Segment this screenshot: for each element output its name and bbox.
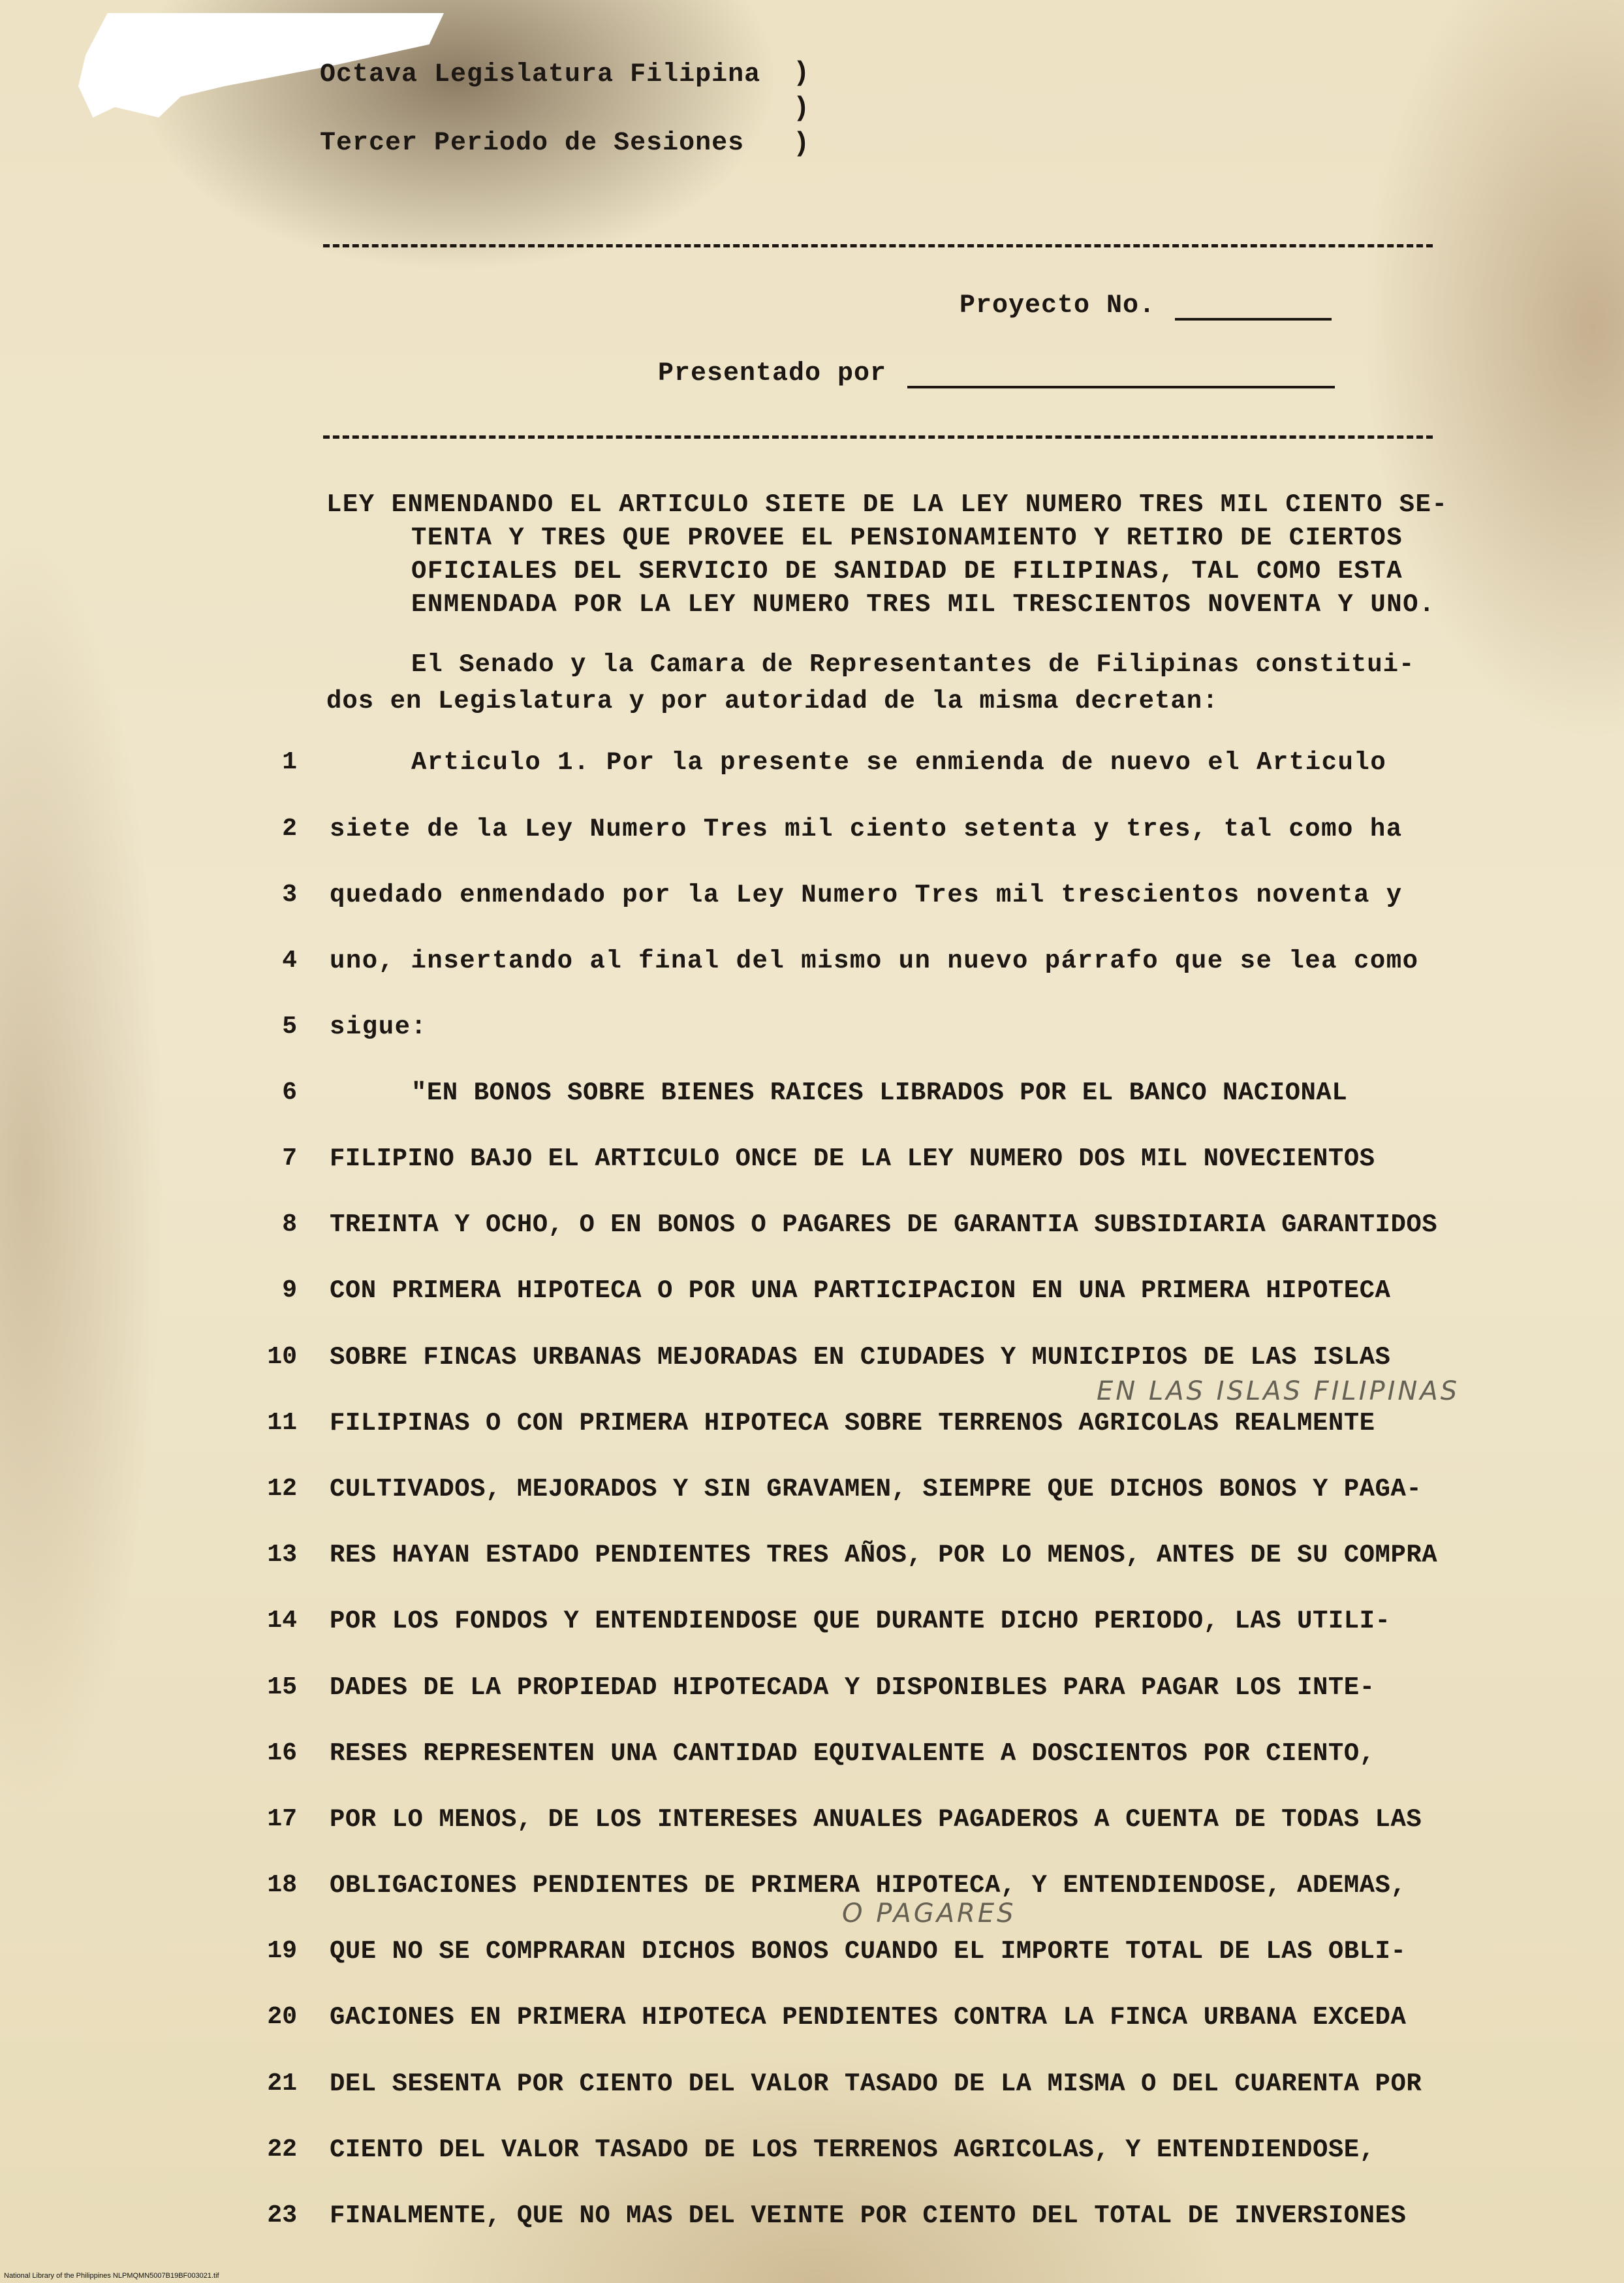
line-number: 6 [282, 1079, 297, 1107]
line-number: 18 [267, 1871, 297, 1899]
title-line: ENMENDADA POR LA LEY NUMERO TRES MIL TRESCIENTOS NOVENTA Y UNO. [411, 590, 1435, 619]
legislature-heading: Octava Legislatura Filipina [320, 60, 761, 89]
line-number: 3 [282, 881, 297, 909]
line-text: DEL SESENTA POR CIENTO DEL VALOR TASADO DE LA MISMA O DEL CUARENTA POR [330, 2070, 1422, 2098]
enacting-line: El Senado y la Camara de Representantes de Filipinas constitui- [411, 650, 1415, 679]
list-item [0, 1409, 1624, 1448]
list-item [0, 748, 1624, 787]
line-number: 7 [282, 1144, 297, 1173]
list-item [0, 1144, 1624, 1184]
list-item [0, 1937, 1624, 1976]
list-item [0, 1607, 1624, 1646]
line-number: 13 [267, 1541, 297, 1569]
line-text: CON PRIMERA HIPOTECA O POR UNA PARTICIPACION EN UNA PRIMERA HIPOTECA [330, 1276, 1391, 1305]
enacting-line: dos en Legislatura y por autoridad de la misma decretan: [326, 687, 1219, 716]
handwritten-insertion: EN LAS ISLAS FILIPINAS [1097, 1376, 1460, 1406]
line-text: SOBRE FINCAS URBANAS MEJORADAS EN CIUDADES Y MUNICIPIOS DE LAS ISLAS [330, 1343, 1391, 1372]
line-text: quedado enmendado por la Ley Numero Tres mil trescientos noventa y [330, 881, 1403, 909]
list-item [0, 1541, 1624, 1580]
line-text: TREINTA Y OCHO, O EN BONOS O PAGARES DE GARANTIA SUBSIDIARIA GARANTIDOS [330, 1210, 1438, 1239]
title-line: LEY ENMENDANDO EL ARTICULO SIETE DE LA LEY NUMERO TRES MIL CIENTO SE- [326, 490, 1448, 519]
bill-title [326, 488, 1521, 622]
line-number: 12 [267, 1475, 297, 1503]
line-text: CULTIVADOS, MEJORADOS Y SIN GRAVAMEN, SIEMPRE QUE DICHOS BONOS Y PAGA- [330, 1475, 1422, 1504]
list-item [0, 1871, 1624, 1910]
line-text: siete de la Ley Numero Tres mil ciento setenta y tres, tal como ha [330, 815, 1403, 843]
proyecto-blank [1175, 318, 1332, 321]
line-text: GACIONES EN PRIMERA HIPOTECA PENDIENTES CONTRA LA FINCA URBANA EXCEDA [330, 2003, 1407, 2032]
line-text: sigue: [330, 1013, 428, 1041]
list-item [0, 2201, 1624, 2241]
line-number: 8 [282, 1210, 297, 1238]
list-item [0, 815, 1624, 854]
line-number: 1 [282, 748, 297, 776]
line-number: 21 [267, 2070, 297, 2098]
line-text: "EN BONOS SOBRE BIENES RAICES LIBRADOS POR EL BANCO NACIONAL [411, 1079, 1348, 1107]
line-text: CIENTO DEL VALOR TASADO DE LOS TERRENOS AGRICOLAS, Y ENTENDIENDOSE, [330, 2135, 1375, 2164]
line-number: 23 [267, 2201, 297, 2229]
line-number: 10 [267, 1343, 297, 1371]
list-item [0, 1673, 1624, 1712]
list-item [0, 1805, 1624, 1844]
presentado-label: Presentado por [658, 359, 887, 388]
line-text: RESES REPRESENTEN UNA CANTIDAD EQUIVALENTE A DOSCIENTOS POR CIENTO, [330, 1739, 1375, 1768]
list-item [0, 1013, 1624, 1052]
line-number: 17 [267, 1805, 297, 1833]
list-item [0, 881, 1624, 920]
line-number: 9 [282, 1276, 297, 1304]
line-text: OBLIGACIONES PENDIENTES DE PRIMERA HIPOTECA, Y ENTENDIENDOSE, ADEMAS, [330, 1871, 1407, 1900]
title-line: OFICIALES DEL SERVICIO DE SANIDAD DE FILIPINAS, TAL COMO ESTA [411, 557, 1403, 586]
list-item [0, 1276, 1624, 1315]
line-number: 19 [267, 1937, 297, 1965]
enacting-clause [326, 646, 1501, 719]
line-text: POR LOS FONDOS Y ENTENDIENDOSE QUE DURANTE DICHO PERIODO, LAS UTILI- [330, 1607, 1391, 1635]
line-number: 5 [282, 1013, 297, 1041]
session-heading: Tercer Periodo de Sesiones [320, 129, 745, 158]
line-number: 16 [267, 1739, 297, 1767]
line-text: FILIPINAS O CON PRIMERA HIPOTECA SOBRE TERRENOS AGRICOLAS REALMENTE [330, 1409, 1375, 1438]
line-text: Articulo 1. Por la presente se enmienda de nuevo el Articulo [411, 748, 1387, 777]
list-item [0, 1739, 1624, 1778]
handwritten-insertion: O PAGARES [842, 1898, 1016, 1929]
list-item [0, 1079, 1624, 1118]
list-item [0, 1210, 1624, 1250]
dashed-rule-bottom [323, 435, 1433, 439]
dashed-rule-top [323, 244, 1433, 247]
brace-mark: ) [793, 57, 810, 89]
brace-mark: ) [793, 128, 810, 159]
line-text: QUE NO SE COMPRARAN DICHOS BONOS CUANDO EL IMPORTE TOTAL DE LAS OBLI- [330, 1937, 1407, 1966]
list-item [0, 1475, 1624, 1514]
line-text: FINALMENTE, QUE NO MAS DEL VEINTE POR CIENTO DEL TOTAL DE INVERSIONES [330, 2201, 1407, 2230]
line-number: 22 [267, 2135, 297, 2164]
list-item [0, 947, 1624, 986]
list-item [0, 2070, 1624, 2109]
presentado-blank [907, 386, 1335, 388]
line-text: POR LO MENOS, DE LOS INTERESES ANUALES PAGADEROS A CUENTA DE TODAS LAS [330, 1805, 1422, 1834]
line-text: DADES DE LA PROPIEDAD HIPOTECADA Y DISPONIBLES PARA PAGAR LOS INTE- [330, 1673, 1375, 1702]
list-item [0, 2003, 1624, 2042]
line-number: 20 [267, 2003, 297, 2031]
archive-footer: National Library of the Philippines NLPMQMN5007B19BF003021.tif [4, 2272, 219, 2280]
brace-mark: ) [793, 93, 810, 124]
proyecto-label: Proyecto No. [960, 291, 1156, 321]
line-number: 2 [282, 815, 297, 843]
line-number: 4 [282, 947, 297, 975]
line-text: uno, insertando al final del mismo un nuevo párrafo que se lea como [330, 947, 1419, 975]
line-number: 14 [267, 1607, 297, 1635]
line-text: RES HAYAN ESTADO PENDIENTES TRES AÑOS, POR LO MENOS, ANTES DE SU COMPRA [330, 1541, 1438, 1569]
line-number: 15 [267, 1673, 297, 1701]
title-line: TENTA Y TRES QUE PROVEE EL PENSIONAMIENTO Y RETIRO DE CIERTOS [411, 524, 1403, 552]
line-number: 11 [267, 1409, 297, 1437]
list-item [0, 2135, 1624, 2175]
line-text: FILIPINO BAJO EL ARTICULO ONCE DE LA LEY NUMERO DOS MIL NOVECIENTOS [330, 1144, 1375, 1173]
